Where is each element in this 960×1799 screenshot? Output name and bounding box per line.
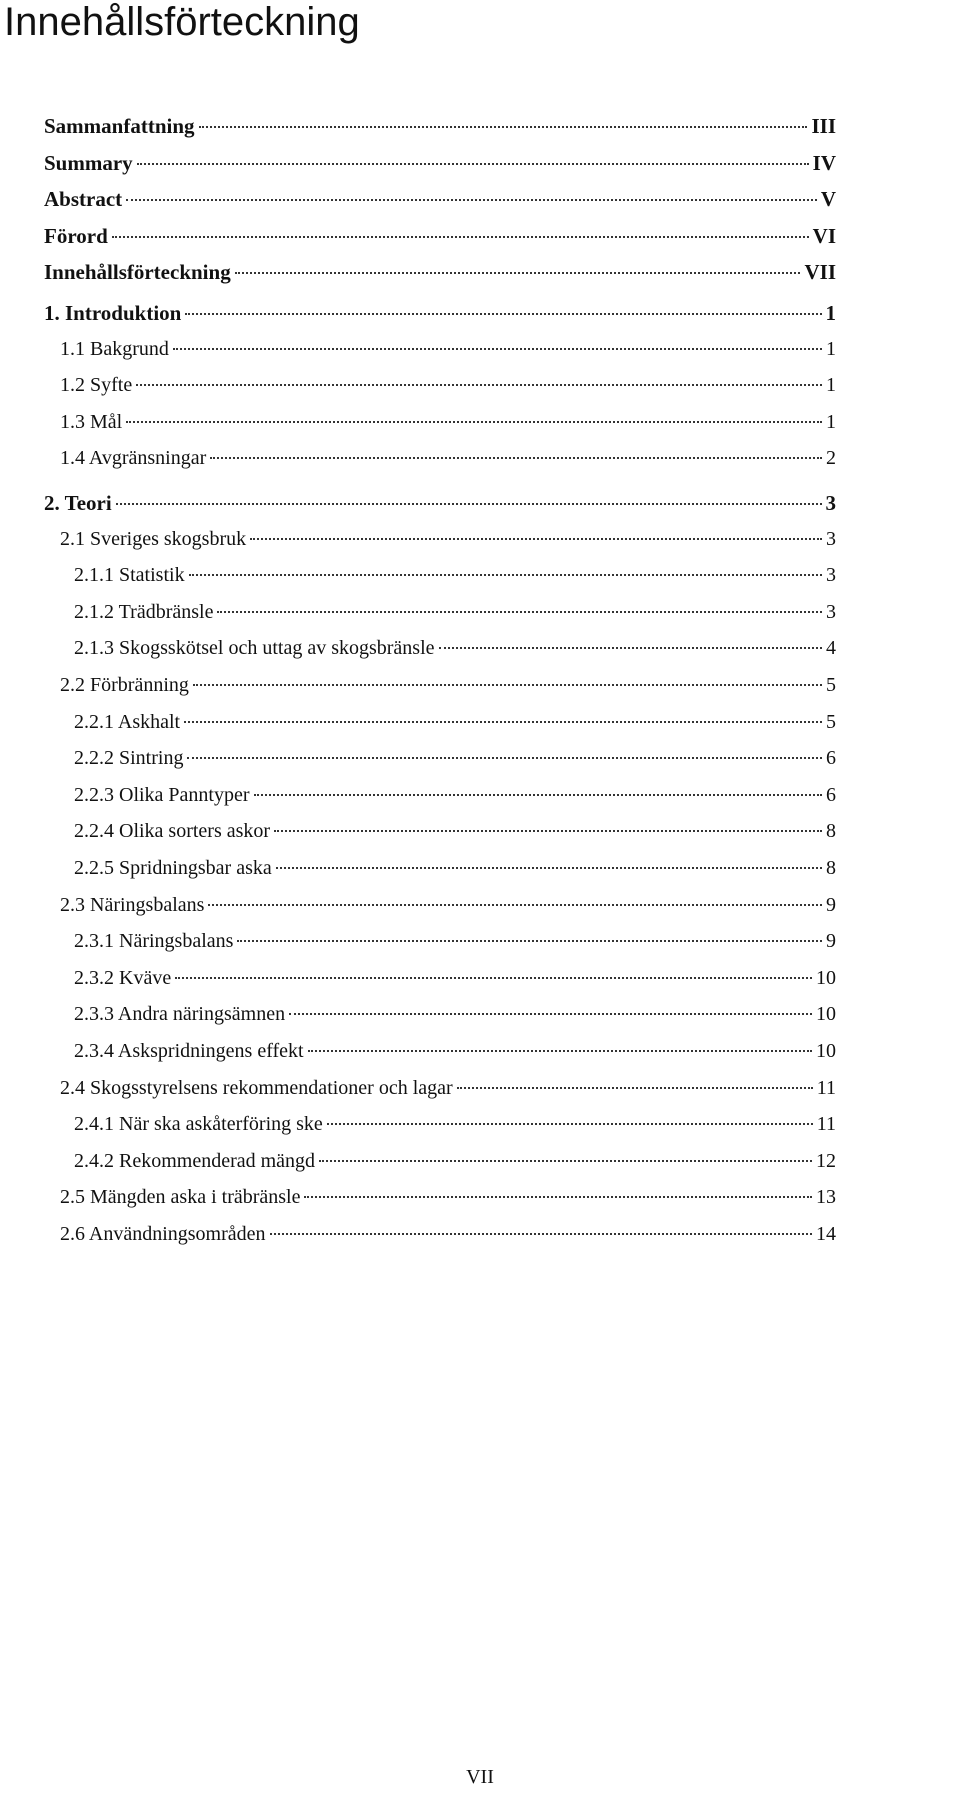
toc-dot-leader (270, 1233, 812, 1235)
toc-entry-page-number: 12 (816, 1149, 836, 1172)
toc-entry[interactable] (74, 1003, 836, 1026)
toc-dot-leader (189, 574, 822, 576)
toc-entry-page-number: 4 (826, 637, 836, 660)
toc-dot-leader (457, 1087, 813, 1089)
toc-entry[interactable] (44, 260, 836, 285)
toc-dot-leader (126, 199, 817, 201)
toc-entry[interactable] (60, 447, 836, 470)
toc-dot-leader (237, 940, 822, 942)
toc-dot-leader (126, 421, 822, 423)
page-title: Innehållsförteckning (4, 0, 360, 44)
toc-entry-page-number: IV (812, 150, 836, 175)
toc-entry-label: 2.6 Användningsområden (60, 1223, 266, 1245)
toc-entry-label: 2.3.4 Askspridningens effekt (74, 1040, 304, 1062)
toc-entry[interactable] (60, 338, 836, 361)
toc-entry[interactable] (60, 528, 836, 551)
toc-dot-leader (175, 977, 812, 979)
toc-entry-page-number: 3 (826, 600, 836, 623)
toc-entry-page-number: 1 (825, 301, 836, 325)
toc-entry-label: 2.3.3 Andra näringsämnen (74, 1003, 286, 1026)
toc-entry-page-number: V (820, 187, 836, 212)
toc-entry[interactable] (44, 187, 836, 212)
toc-entry[interactable] (74, 711, 836, 734)
toc-entry-label: 2.3.1 Näringsbalans (74, 930, 234, 953)
toc-entry-label: Förord (44, 223, 108, 248)
toc-entry[interactable] (74, 601, 836, 624)
toc-dot-leader (274, 830, 822, 832)
toc-dot-leader (276, 867, 822, 869)
toc-dot-leader (199, 126, 808, 128)
toc-entry[interactable] (74, 637, 836, 660)
toc-entry-page-number: 10 (816, 1003, 836, 1026)
toc-entry-label: 2.3 Näringsbalans (60, 893, 205, 916)
toc-dot-leader (210, 457, 822, 459)
footer-page-number: VII (466, 1766, 494, 1788)
toc-entry-page-number: 11 (816, 1113, 836, 1136)
toc-entry[interactable] (74, 1040, 836, 1063)
toc-entry[interactable] (60, 411, 836, 434)
toc-entry[interactable] (74, 747, 836, 770)
toc-dot-leader (304, 1196, 812, 1198)
toc-entry-page-number: 3 (826, 527, 836, 550)
toc-entry-page-number: 3 (826, 564, 836, 587)
toc-entry-page-number: 13 (816, 1186, 836, 1209)
toc-entry-page-number: 14 (816, 1223, 836, 1245)
toc-entry-page-number: 1 (826, 374, 836, 397)
toc-entry[interactable] (44, 301, 836, 326)
toc-entry-page-number: 9 (826, 893, 836, 916)
toc-entry-label: 2.2.1 Askhalt (74, 710, 181, 733)
toc-entry-page-number: 8 (826, 857, 836, 879)
toc-entry[interactable] (44, 491, 836, 516)
toc-entry-label: Innehållsförteckning (44, 260, 231, 285)
toc-entry-label: 2.5 Mängden aska i träbränsle (60, 1186, 301, 1209)
toc-entry-label: Sammanfattning (44, 114, 195, 138)
toc-entry-label: 1. Introduktion (44, 301, 182, 325)
toc-dot-leader (254, 794, 822, 796)
toc-entry-label: 2.2.3 Olika Panntyper (74, 783, 250, 806)
toc-entry-page-number: 10 (816, 966, 836, 989)
toc-entry-page-number: III (811, 114, 836, 138)
toc-entry-label: Summary (44, 150, 133, 175)
toc-dot-leader (289, 1013, 812, 1015)
toc-entry-label: 2. Teori (44, 491, 112, 515)
toc-entry-label: 2.1.1 Statistik (74, 564, 185, 587)
toc-entry[interactable] (44, 151, 836, 176)
toc-entry-page-number: 6 (826, 783, 836, 806)
toc-dot-leader (308, 1050, 812, 1052)
toc-entry-label: 2.4.1 När ska askåterföring ske (74, 1113, 323, 1136)
toc-dot-leader (185, 313, 821, 315)
toc-entry-label: 2.1.2 Trädbränsle (74, 600, 214, 623)
toc-entry[interactable] (74, 784, 836, 807)
toc-dot-leader (187, 757, 822, 759)
toc-entry-label: 2.2.4 Olika sorters askor (74, 820, 271, 843)
toc-dot-leader (112, 236, 809, 238)
toc-entry-label: 2.2.5 Spridningsbar aska (74, 857, 272, 879)
toc-entry[interactable] (60, 1077, 836, 1100)
toc-entry-page-number: 10 (816, 1040, 836, 1062)
toc-entry-page-number: 2 (826, 447, 836, 470)
toc-entry-page-number: 11 (816, 1076, 836, 1099)
toc-dot-leader (136, 384, 822, 386)
toc-entry-label: 2.4 Skogsstyrelsens rekommendationer och lagar (60, 1076, 453, 1099)
toc-entry-page-number: VII (804, 260, 836, 285)
toc-entry[interactable] (60, 374, 836, 397)
toc-entry-page-number: 5 (826, 674, 836, 696)
toc-entry-page-number: 5 (826, 710, 836, 733)
toc-entry-page-number: VI (812, 223, 836, 248)
toc-entry[interactable] (44, 224, 836, 249)
toc-dot-leader (137, 163, 809, 165)
toc-dot-leader (235, 272, 801, 274)
toc-entry[interactable] (74, 930, 836, 953)
toc-entry-page-number: 6 (826, 747, 836, 770)
toc-entry[interactable] (60, 1223, 836, 1246)
toc-entry-label: Abstract (44, 187, 123, 212)
toc-entry-page-number: 9 (826, 930, 836, 953)
toc-entry[interactable] (74, 1113, 836, 1136)
toc-entry-label: 2.3.2 Kväve (74, 966, 172, 989)
toc-entry[interactable] (74, 967, 836, 990)
toc-entry-page-number: 1 (826, 337, 836, 360)
toc-entry-label: 1.1 Bakgrund (60, 337, 169, 360)
toc-entry-label: 1.2 Syfte (60, 374, 133, 397)
toc-entry[interactable] (74, 564, 836, 587)
toc-dot-leader (250, 538, 822, 540)
toc-entry[interactable] (44, 114, 836, 139)
toc-dot-leader (319, 1160, 812, 1162)
toc-entry-page-number: 1 (826, 410, 836, 433)
toc-dot-leader (217, 611, 822, 613)
toc-dot-leader (173, 348, 822, 350)
toc-entry[interactable] (74, 820, 836, 843)
toc-dot-leader (184, 721, 822, 723)
toc-entry-label: 2.2 Förbränning (60, 674, 189, 696)
toc-dot-leader (208, 904, 822, 906)
toc-dot-leader (116, 503, 822, 505)
toc-entry[interactable] (60, 1186, 836, 1209)
toc-entry-label: 1.3 Mål (60, 410, 123, 433)
toc-entry-label: 2.2.2 Sintring (74, 747, 184, 770)
toc-entry-label: 2.4.2 Rekommenderad mängd (74, 1149, 316, 1172)
toc-dot-leader (193, 684, 822, 686)
toc-entry-page-number: 3 (825, 491, 836, 515)
toc-dot-leader (439, 647, 822, 649)
toc-entry[interactable] (74, 1150, 836, 1173)
toc-entry[interactable] (60, 674, 836, 697)
toc-dot-leader (327, 1123, 813, 1125)
toc-entry-page-number: 8 (826, 820, 836, 843)
toc-entry[interactable] (74, 857, 836, 880)
toc-entry-label: 2.1 Sveriges skogsbruk (60, 527, 247, 550)
toc-entry-label: 2.1.3 Skogsskötsel och uttag av skogsbränsle (74, 637, 435, 660)
toc-entry[interactable] (60, 894, 836, 917)
toc-entry-label: 1.4 Avgränsningar (60, 447, 207, 470)
